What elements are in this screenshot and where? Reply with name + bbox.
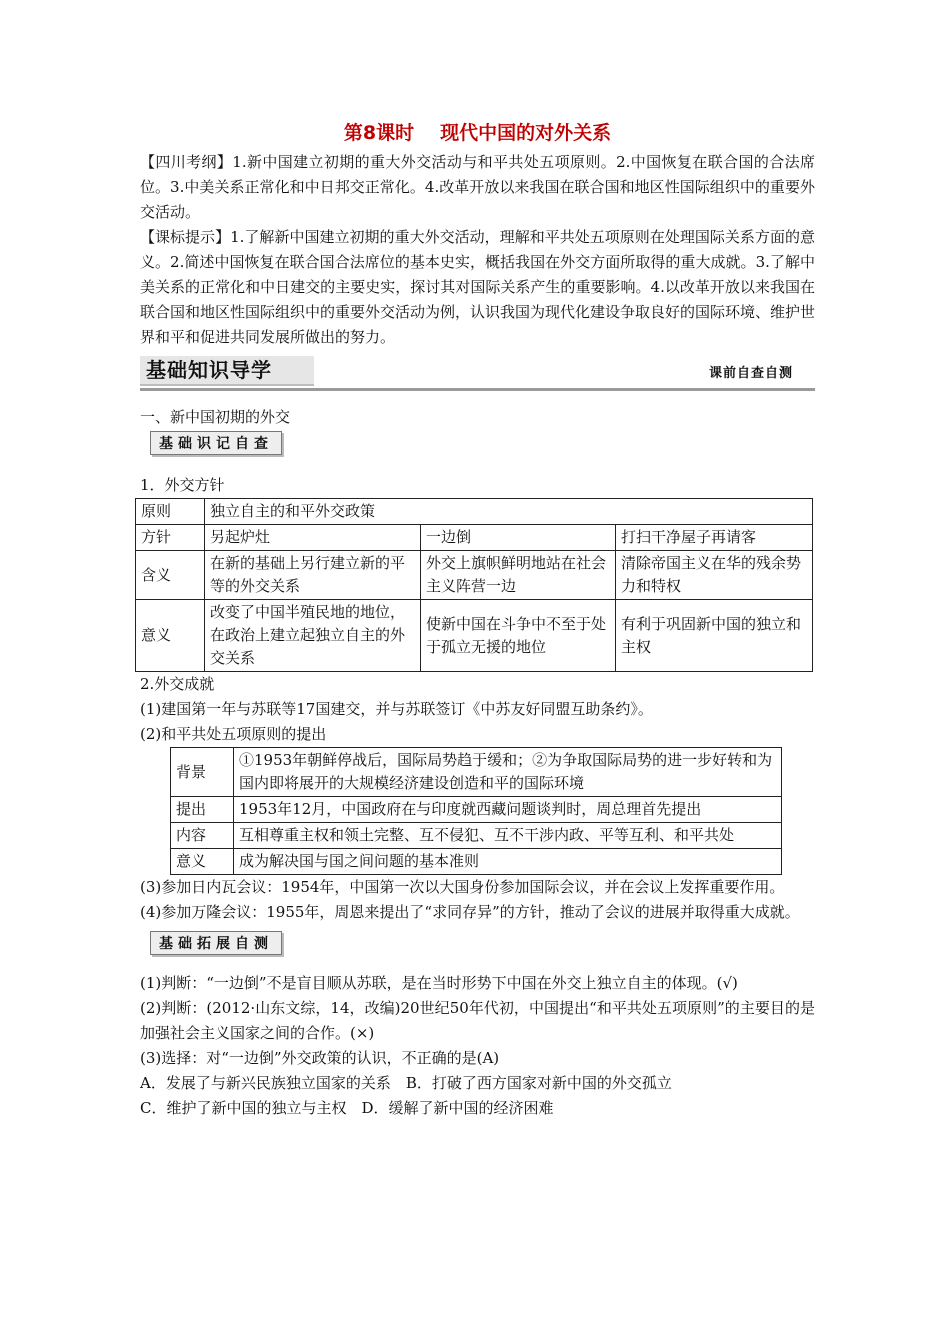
table-cell: 一边倒 [421,525,616,551]
table-cell: 有利于巩固新中国的独立和主权 [616,600,813,672]
table-row [171,797,782,823]
table-cell: 打扫干净屋子再请客 [616,525,813,551]
list-item: (3)参加日内瓦会议：1954年，中国第一次以大国身份参加国际会议，并在会议上发挥重要作用。 [140,878,785,896]
list-item: (2)和平共处五项原则的提出 [140,725,327,743]
table-header-cell: 方针 [136,525,205,551]
table-cell: 清除帝国主义在华的残余势力和特权 [616,551,813,600]
kaogang-paragraph [140,150,815,225]
table-header-cell: 提出 [171,797,234,823]
table-row [136,600,813,672]
table-row [136,525,813,551]
table-cell: 成为解决国与国之间问题的基本准则 [234,849,782,875]
list-item: (1)建国第一年与苏联等17国建交，并与苏联签订《中苏友好同盟互助条约》。 [140,700,653,718]
table-cell: 1953年12月，中国政府在与印度就西藏问题谈判时，周总理首先提出 [234,797,782,823]
kaogang-text: 1.新中国建立初期的重大外交活动与和平共处五项原则。2.中国恢复在联合国的合法席位。3.中美关系正常化和中日邦交正常化。4.改革开放以来我国在联合国和地区性国际组织中的重要外交活动。 [140,153,815,221]
table-header-cell: 含义 [136,551,205,600]
policy-table [135,498,813,672]
tag-basic-recall: 基础识记自查 [150,431,282,455]
table-header-cell: 原则 [136,499,205,525]
question-item: (3)选择：对“一边倒”外交政策的认识，不正确的是(A) [140,1049,500,1067]
principles-table [170,747,782,875]
list-item: (4)参加万隆会议：1955年，周恩来提出了“求同存异”的方针，推动了会议的进展并取得重大成就。 [140,903,800,921]
table-cell: 外交上旗帜鲜明地站在社会主义阵营一边 [421,551,616,600]
table-row [136,499,813,525]
tishi-paragraph [140,225,815,350]
tag-extension-test: 基础拓展自测 [150,931,282,955]
table-header-cell: 背景 [171,748,234,797]
question-item: (2)判断：(2012·山东文综，14，改编)20世纪50年代初，中国提出“和平共处五项原则”的主要目的是加强社会主义国家之间的合作。(×) [140,999,815,1042]
lesson-title: 现代中国的对外关系 [440,122,612,144]
question-options: C．维护了新中国的独立与主权 D．缓解了新中国的经济困难 [140,1099,554,1117]
subheading-policy: 1．外交方针 [140,476,225,494]
table-cell: 另起炉灶 [205,525,421,551]
table-header-cell: 意义 [136,600,205,672]
tishi-label: 【课标提示】 [140,228,231,246]
banner-subtitle: 课前自查自测 [708,366,793,381]
table-cell: 独立自主的和平外交政策 [205,499,813,525]
table-cell: 在新的基础上另行建立新的平等的外交关系 [205,551,421,600]
table-row [171,849,782,875]
section-heading: 一、新中国初期的外交 [140,408,291,426]
table-cell: 互相尊重主权和领土完整、互不侵犯、互不干涉内政、平等互利、和平共处 [234,823,782,849]
page-title [140,118,815,148]
table-header-cell: 意义 [171,849,234,875]
table-row [171,748,782,797]
document-page [140,118,815,1121]
table-cell: 使新中国在斗争中不至于处于孤立无援的地位 [421,600,616,672]
table-cell: ①1953年朝鲜停战后，国际局势趋于缓和；②为争取国际局势的进一步好转和为国内即将展开的大规模经济建设创造和平的国际环境 [234,748,782,797]
kaogang-label: 【四川考纲】 [140,153,233,171]
lesson-number: 第8课时 [343,122,415,144]
tishi-text: 1.了解新中国建立初期的重大外交活动，理解和平共处五项原则在处理国际关系方面的意义。2.简述中国恢复在联合国合法席位的基本史实，概括我国在外交方面所取得的重大成就。3.了解中美关系的正常化和中日建交的主要史实，探讨其对国际关系产生的重要影响。4.以改革开放以来我国在联合国和地区性国际组织中的重要外交活动为例，认识我国为现代化建设争取良好的国际环境、维护世界和平和促进共同发展所做出的努力。 [140,228,816,346]
table-row [171,823,782,849]
section-banner [140,356,815,391]
subheading-achievements: 2.外交成就 [140,675,215,693]
question-item: (1)判断：“一边倒”不是盲目顺从苏联，是在当时形势下中国在外交上独立自主的体现。(√) [140,974,738,992]
question-options: A．发展了与新兴民族独立国家的关系 B．打破了西方国家对新中国的外交孤立 [140,1074,672,1092]
banner-title: 基础知识导学 [140,356,314,386]
table-header-cell: 内容 [171,823,234,849]
table-row [136,551,813,600]
table-cell: 改变了中国半殖民地的地位，在政治上建立起独立自主的外交关系 [205,600,421,672]
